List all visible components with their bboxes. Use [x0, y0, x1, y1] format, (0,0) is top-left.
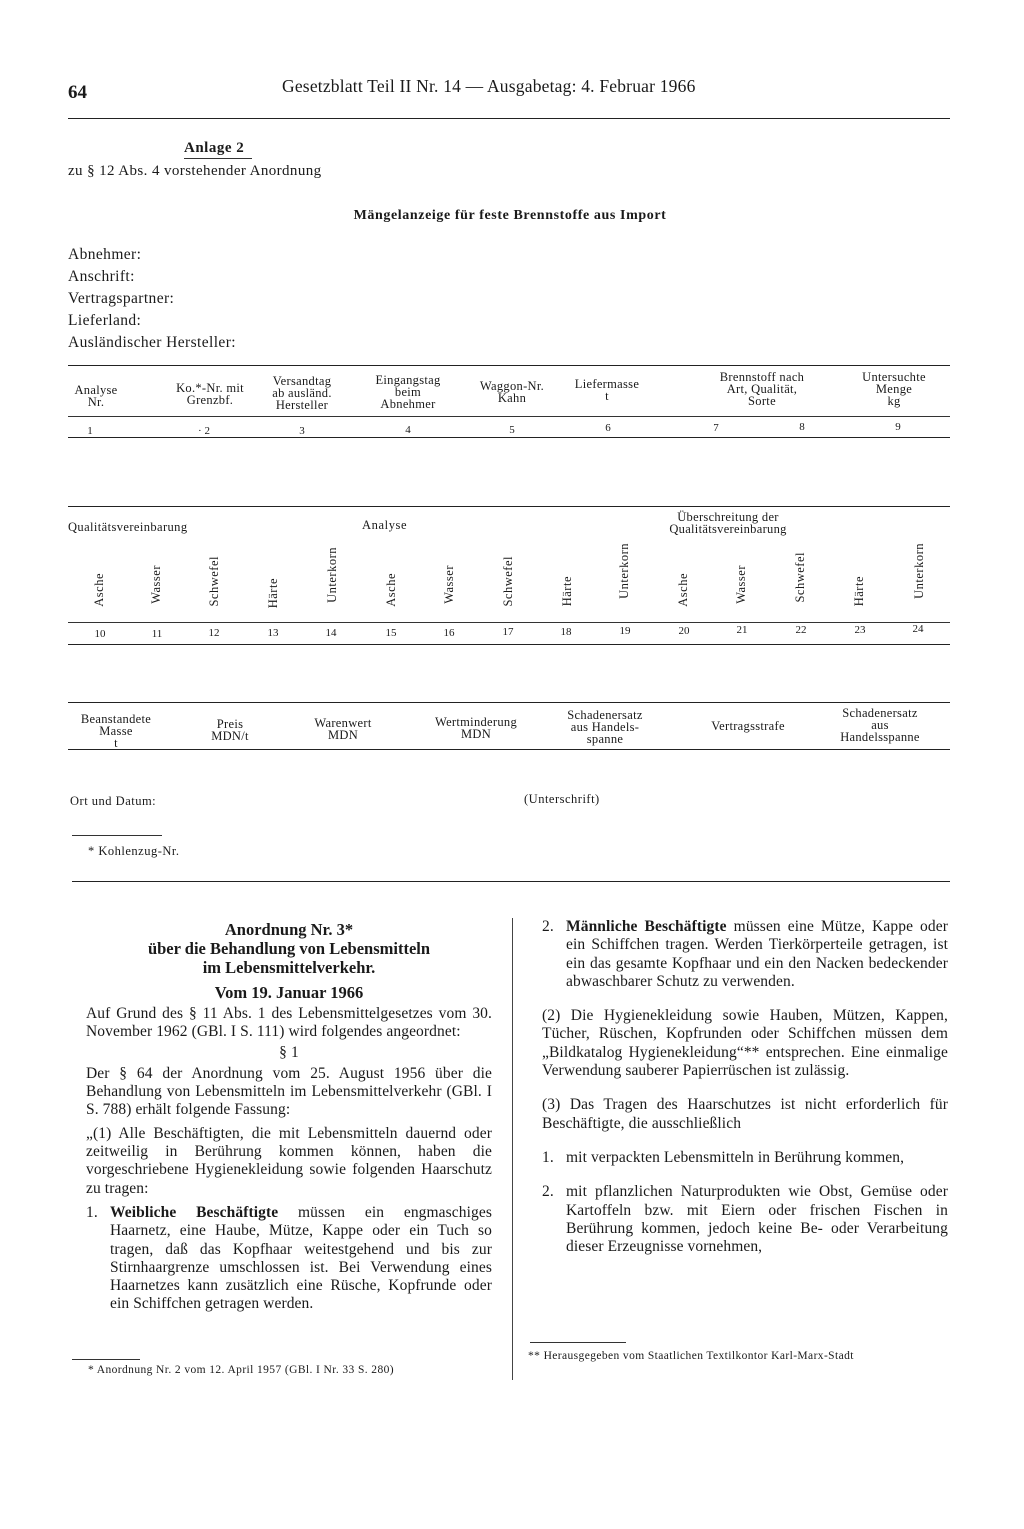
t3-head-handelsspanne: Schadenersatz aus Handelsspanne — [840, 706, 920, 744]
field-hersteller: Ausländischer Hersteller: — [68, 334, 236, 351]
t2-num: 21 — [736, 624, 748, 636]
t2-col-label: Asche — [92, 573, 106, 607]
t2-col-label: Unterkorn — [325, 547, 339, 603]
t1-head-menge: Untersuchte Menge kg — [862, 370, 926, 408]
form-footnote: * Kohlenzug-Nr. — [88, 844, 180, 858]
list-text: Weibliche Beschäftigte müssen ein engmaschiges Haarnetz, eine Haube, Mütze, Kappe oder ein Tuch so tragen, daß das Kopfhaar weitestgehend und bis zur Stirnhaargrenze umschlossen ist. Bei Verwendung eines Haarnetzes kann zusätzlich eine Rüsche, Kopfrunde oder ein Schiffchen getragen werden. — [110, 1203, 492, 1313]
t1-head-eingangstag: Eingangstag beim Abnehmer — [375, 373, 441, 411]
t2-num: 17 — [502, 626, 514, 638]
t2-col-label: Unterkorn — [912, 543, 926, 599]
field-abnehmer: Abnehmer: — [68, 246, 142, 263]
table1-top-rule — [68, 365, 950, 366]
list-text: mit pflanzlichen Naturprodukten wie Obst, Gemüse oder Kartoffeln bzw. mit Eiern oder frischen Fischen in Berührung kommen, jedoch keine Be- oder Verarbeitung dieser Erzeugnisse vornehmen, — [566, 1183, 948, 1256]
t3-head-masse: Beanstandete Masse t — [80, 712, 152, 750]
column-divider — [512, 918, 513, 1380]
t2-num: 19 — [619, 625, 631, 637]
table2-bottom-rule — [68, 644, 950, 645]
section-text: Der § 64 der Anordnung vom 25. August 1956 über die Behandlung von Lebensmitteln im Lebensmittelverkehr (GBl. I S. 788) erhält folgende Fassung: — [86, 1064, 492, 1119]
signature-label: (Unterschrift) — [524, 792, 600, 806]
t2-num: 12 — [208, 627, 220, 639]
t2-col-label: Wasser — [442, 565, 456, 604]
right-footnote-rule — [530, 1342, 626, 1343]
t2-col-label: Schwefel — [501, 556, 515, 607]
t2-group-quality: Qualitätsvereinbarung — [68, 520, 188, 534]
left-footnote-rule — [72, 1359, 140, 1360]
page-number: 64 — [68, 82, 87, 103]
table1-mid-rule — [68, 416, 950, 417]
paragraph-3: (3) Das Tragen des Haarschutzes ist nicht erforderlich für Beschäftigte, die ausschließlich — [542, 1096, 948, 1132]
field-vertragspartner: Vertragspartner: — [68, 290, 175, 307]
t2-col-label: Unterkorn — [617, 543, 631, 599]
t1-num: 6 — [605, 422, 611, 434]
t2-num: 11 — [151, 628, 163, 640]
t2-col-label: Asche — [384, 573, 398, 607]
t2-col-label: Härte — [852, 576, 866, 607]
running-title: Gesetzblatt Teil II Nr. 14 — Ausgabetag: 4. Februar 1966 — [282, 76, 696, 96]
list-number: 1. — [542, 1148, 554, 1166]
article-intro: Auf Grund des § 11 Abs. 1 des Lebensmittelgesetzes vom 30. November 1962 (GBl. I S. 111) wird folgendes angeordnet: — [86, 1005, 492, 1041]
list-text: Männliche Beschäftigte müssen eine Mütze, Kappe oder ein Schiffchen tragen. Werden Tierkörperteile getragen, ist ein das gesamte Kopfhaar und ein den Nacken bedeckender abwaschbarer Schutz zu verwenden. — [566, 918, 948, 990]
left-footnote: * Anordnung Nr. 2 vom 12. April 1957 (GBl. I Nr. 33 S. 280) — [88, 1364, 394, 1376]
t2-group-exceed: Überschreitung der Qualitätsvereinbarung — [669, 510, 787, 536]
t2-col-label: Schwefel — [793, 552, 807, 603]
t2-num: 15 — [385, 627, 397, 639]
table1-bottom-rule — [68, 437, 950, 438]
t2-col-label: Härte — [560, 576, 574, 607]
table2-mid-rule — [68, 622, 950, 623]
t2-group-analyse: Analyse — [362, 518, 408, 532]
t1-head-brennstoff: Brennstoff nach Art, Qualität, Sorte — [719, 370, 805, 408]
section-heading: § 1 — [279, 1043, 299, 1061]
list-item — [542, 918, 948, 991]
article-date: Vom 19. Januar 1966 — [214, 983, 364, 1002]
list-item — [542, 1149, 948, 1167]
t1-num: 5 — [509, 424, 515, 436]
field-lieferland: Lieferland: — [68, 312, 142, 329]
anlage-underline — [184, 158, 252, 159]
t3-head-preis: Preis MDN/t — [211, 717, 249, 743]
table3-bottom-rule — [68, 749, 950, 750]
anlage-subtitle: zu § 12 Abs. 4 vorstehender Anordnung — [68, 163, 322, 179]
table2-top-rule — [68, 506, 950, 507]
anlage-title: Anlage 2 — [184, 140, 245, 156]
place-date-label: Ort und Datum: — [70, 794, 157, 808]
t2-col-label: Härte — [266, 578, 280, 609]
t2-num: 16 — [443, 627, 455, 639]
t1-num: 9 — [895, 421, 901, 433]
t1-head-analyse: Analyse Nr. — [74, 383, 118, 409]
t1-head-versandtag: Versandtag ab ausländ. Hersteller — [272, 374, 332, 412]
field-anschrift: Anschrift: — [68, 268, 135, 285]
article-right-column — [542, 918, 948, 1256]
t1-num: · 2 — [198, 425, 210, 437]
paragraph-1: „(1) Alle Beschäftigten, die mit Lebensmitteln dauernd oder zeitweilig in Berührung kommen können, haben die vorgeschriebene Hygienekleidung sowie folgenden Haarschutz zu tragen: — [86, 1124, 492, 1197]
right-footnote: ** Herausgegeben vom Staatlichen Textilkontor Karl-Marx-Stadt — [528, 1350, 854, 1362]
t3-head-wertminderung: Wertminderung MDN — [434, 715, 518, 741]
t3-head-warenwert: Warenwert MDN — [314, 716, 372, 742]
t1-num: 4 — [405, 424, 411, 436]
t1-num: 7 — [713, 422, 719, 434]
list-item — [542, 1183, 948, 1256]
table3-top-rule — [68, 702, 950, 703]
t3-head-vertragsstrafe: Vertragsstrafe — [711, 719, 785, 733]
t2-col-label: Wasser — [149, 565, 163, 604]
t2-num: 18 — [560, 626, 572, 638]
list-number: 1. — [86, 1203, 98, 1221]
form-title: Mängelanzeige für feste Brennstoffe aus Import — [353, 208, 667, 223]
t2-num: 23 — [854, 624, 866, 636]
list-item — [86, 1204, 492, 1314]
t1-num: 8 — [799, 421, 805, 433]
form-footnote-rule — [72, 835, 162, 836]
t2-col-label: Asche — [676, 573, 690, 607]
t3-head-schadenersatz: Schadenersatz aus Handels- spanne — [567, 708, 643, 746]
t2-col-label: Wasser — [734, 565, 748, 604]
list-number: 2. — [542, 918, 554, 935]
t2-num: 10 — [94, 628, 106, 640]
t2-num: 24 — [912, 623, 924, 635]
t2-col-label: Schwefel — [207, 556, 221, 607]
t1-num: 3 — [299, 425, 305, 437]
t2-num: 14 — [325, 627, 337, 639]
section-divider — [72, 881, 950, 882]
bold-term: Weibliche Beschäftigte — [110, 1203, 279, 1221]
t1-head-kohlenzug: Ko.*-Nr. mit Grenzbf. — [176, 381, 244, 407]
article-left-column — [86, 920, 492, 1314]
bold-term: Männliche Beschäftigte — [566, 918, 727, 935]
t2-num: 20 — [678, 625, 690, 637]
paragraph-2: (2) Die Hygienekleidung sowie Hauben, Mützen, Kappen, Tücher, Rüschen, Kopfrunden oder Schiffchen müssen dem „Bildkatalog Hygienekleidung“** entsprechen. Eine einmalige Verwendung sauberer Papierrüschen ist zulässig. — [542, 1007, 948, 1080]
list-number: 2. — [542, 1183, 554, 1201]
header-rule — [68, 118, 950, 119]
t2-num: 13 — [267, 627, 279, 639]
t1-head-waggon: Waggon-Nr. Kahn — [479, 379, 545, 405]
t1-num: 1 — [87, 425, 93, 437]
list-text: mit verpackten Lebensmitteln in Berührung kommen, — [566, 1148, 905, 1166]
t1-head-liefermasse: Liefermasse t — [574, 377, 640, 403]
t2-num: 22 — [795, 624, 807, 636]
form-fields — [68, 244, 236, 354]
article-title: Anordnung Nr. 3* über die Behandlung von Lebensmitteln im Lebensmittelverkehr. — [147, 920, 431, 977]
